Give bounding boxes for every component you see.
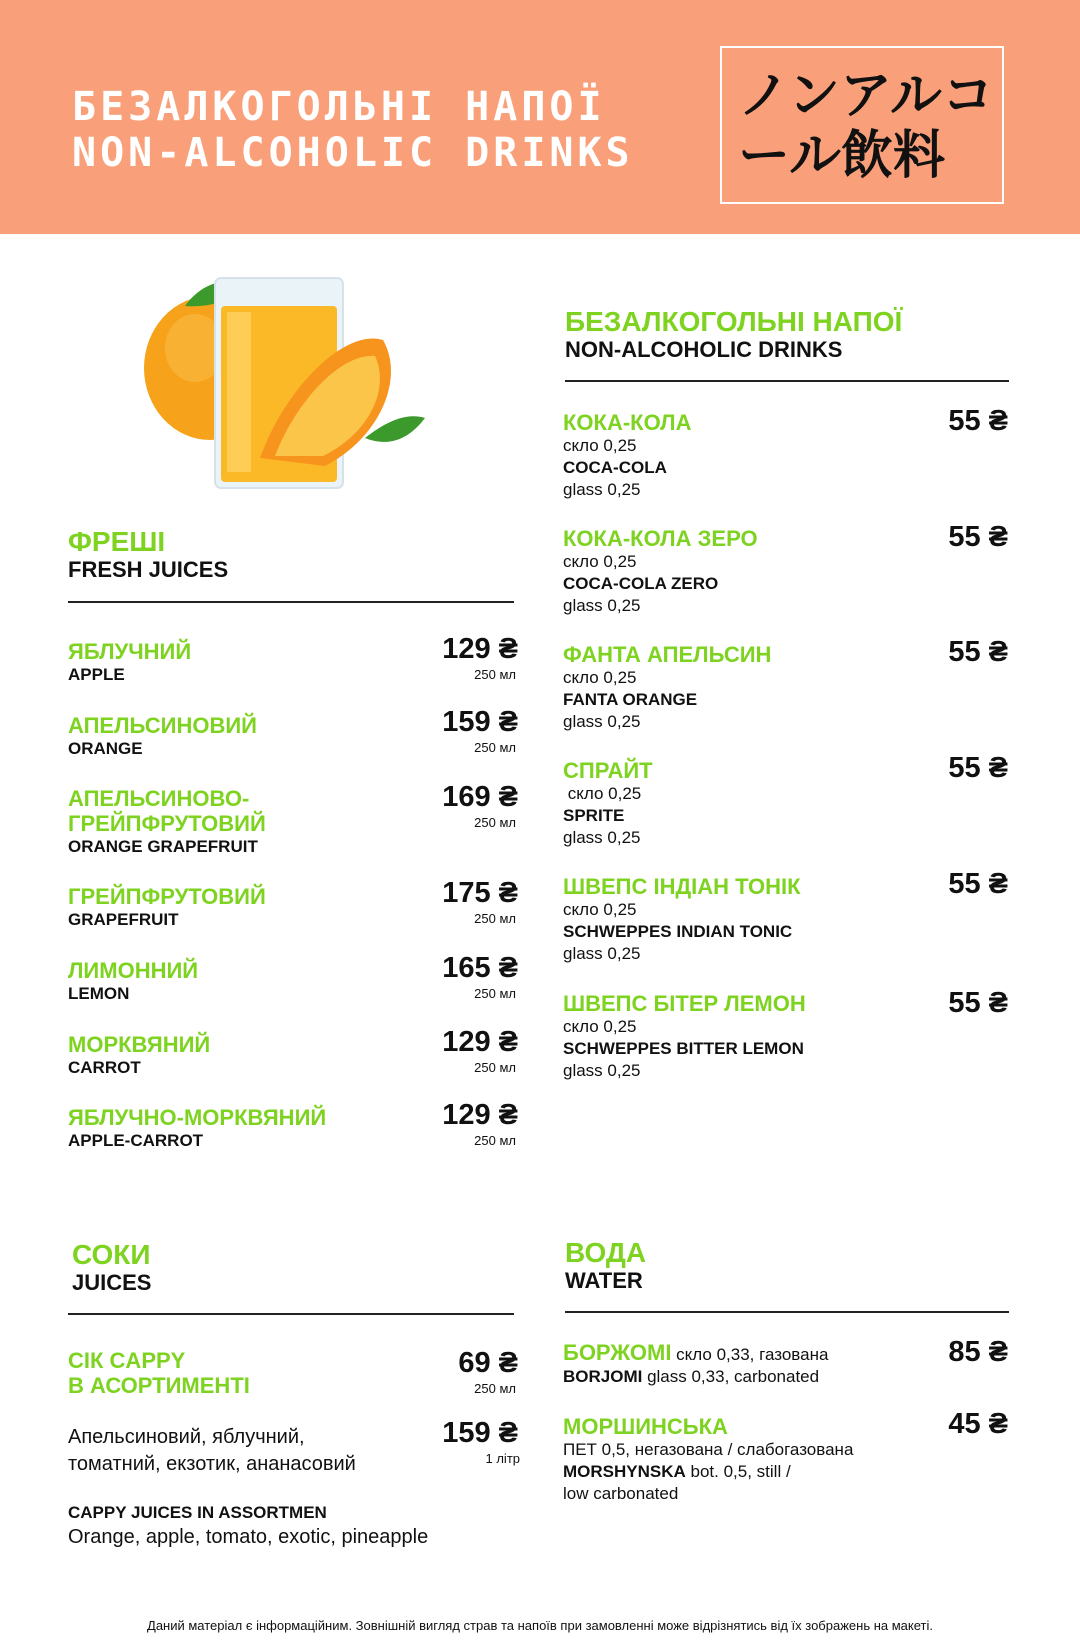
item-price: 55 ₴ — [948, 868, 1008, 900]
item-desc-ua: скло 0,25 — [563, 436, 637, 455]
item-desc-en: glass 0,25 — [563, 596, 641, 615]
item-volume: 250 мл — [474, 911, 516, 926]
header-title-jp: ノンアルコール飲料 — [738, 66, 994, 186]
item-volume: 250 мл — [474, 815, 516, 830]
juice-en-description — [68, 1502, 428, 1551]
item-desc-ua: скло 0,25 — [563, 900, 637, 919]
item-price: 55 ₴ — [948, 752, 1008, 784]
item-volume: 250 мл — [474, 1060, 516, 1075]
item-volume: 250 мл — [474, 1133, 516, 1148]
fresh-item — [68, 958, 198, 1005]
fresh-item — [68, 884, 266, 931]
item-desc-ua: скло 0,25 — [563, 668, 637, 687]
item-name-ua: КОКА-КОЛА — [563, 410, 692, 435]
header-title — [72, 84, 634, 176]
soft-item — [563, 991, 806, 1082]
item-desc-ua: скло 0,33, газована — [671, 1345, 829, 1364]
juice-flavors-line2: томатний, екзотик, ананасовий — [68, 1453, 356, 1475]
item-name-en: FANTA ORANGE — [563, 690, 698, 709]
header-title-ua: БЕЗАЛКОГОЛЬНІ НАПОЇ — [72, 84, 606, 130]
juice-item-cappy — [68, 1348, 250, 1398]
item-desc-en: glass 0,25 — [563, 712, 641, 731]
item-name-en: APPLE — [68, 665, 125, 684]
item-name-ua: ФАНТА АПЕЛЬСИН — [563, 642, 772, 667]
water-divider — [565, 1311, 1009, 1313]
item-desc-en: glass 0,25 — [563, 944, 641, 963]
item-desc-ua: ПЕТ 0,5, негазована / слабогазована — [563, 1440, 854, 1459]
item-name-ua: КОКА-КОЛА ЗЕРО — [563, 526, 758, 551]
item-name-ua-line2: В АСОРТИМЕНТІ — [68, 1373, 250, 1398]
item-price: 169 ₴ — [442, 781, 518, 813]
item-name-en: COCA-COLA ZERO — [563, 574, 719, 593]
juice-en-desc: Orange, apple, tomato, exotic, pineapple — [68, 1526, 429, 1548]
item-desc-en: glass 0,33, carbonated — [642, 1367, 820, 1386]
item-desc-en: glass 0,25 — [563, 1061, 641, 1080]
fresh-item — [68, 639, 191, 686]
item-name-ua: МОРШИНСЬКА — [563, 1414, 728, 1439]
item-name-ua: АПЕЛЬСИНОВИЙ — [68, 713, 257, 738]
item-desc-ua: скло 0,25 — [563, 784, 642, 803]
item-desc-ua: скло 0,25 — [563, 1017, 637, 1036]
item-name-en: MORSHYNSKA — [563, 1462, 686, 1481]
header-title-en: NON-ALCOHOLIC DRINKS — [72, 130, 634, 176]
disclaimer: Даний матеріал є інформаційним. Зовнішній вигляд страв та напоїв при замовленні може відрізнятись від їх зображень на макеті. — [147, 1618, 933, 1633]
item-name-ua-line2: ГРЕЙПФРУТОВИЙ — [68, 811, 266, 836]
water-title-ua: ВОДА — [565, 1237, 647, 1268]
juices-title-ua: СОКИ — [72, 1239, 151, 1270]
item-desc-ua: скло 0,25 — [563, 552, 637, 571]
item-name-en: ORANGE — [68, 739, 143, 758]
item-name-en: APPLE-CARROT — [68, 1131, 204, 1150]
item-name-en: ORANGE GRAPEFRUIT — [68, 837, 258, 856]
item-price: 85 ₴ — [948, 1336, 1008, 1368]
item-price: 165 ₴ — [442, 952, 518, 984]
item-name-en: LEMON — [68, 984, 130, 1003]
item-price: 175 ₴ — [442, 877, 518, 909]
item-name-ua: ЯБЛУЧНИЙ — [68, 639, 192, 664]
item-name-ua: ГРЕЙПФРУТОВИЙ — [68, 884, 266, 909]
item-name-en: COCA-COLA — [563, 458, 667, 477]
item-name-ua: ШВЕПС БІТЕР ЛЕМОН — [563, 991, 806, 1016]
fresh-item — [68, 713, 257, 760]
header-banner — [0, 0, 1080, 234]
item-price: 55 ₴ — [948, 987, 1008, 1019]
item-name-ua: ЛИМОННИЙ — [68, 958, 199, 983]
fresh-title-en: FRESH JUICES — [68, 557, 229, 582]
soft-item — [563, 874, 801, 965]
soft-title-ua: БЕЗАЛКОГОЛЬНІ НАПОЇ — [565, 306, 903, 337]
soft-drinks-header — [565, 307, 902, 363]
juices-title-en: JUICES — [72, 1270, 152, 1295]
water-title-en: WATER — [565, 1268, 643, 1293]
water-header — [565, 1238, 646, 1294]
item-volume: 1 літр — [485, 1451, 520, 1466]
item-price: 55 ₴ — [948, 636, 1008, 668]
item-desc-en: bot. 0,5, still / — [685, 1462, 791, 1481]
item-desc-en: glass 0,25 — [563, 480, 641, 499]
item-name-en: SPRITE — [563, 806, 625, 825]
orange-juice-illustration — [135, 268, 435, 498]
juices-divider — [68, 1313, 514, 1315]
item-price: 129 ₴ — [442, 1099, 518, 1131]
item-volume: 250 мл — [474, 667, 516, 682]
item-price: 159 ₴ — [442, 1417, 518, 1449]
item-name-en: CARROT — [68, 1058, 141, 1077]
item-desc-en: glass 0,25 — [563, 828, 641, 847]
item-name-ua: АПЕЛЬСИНОВО- — [68, 786, 250, 811]
item-volume: 250 мл — [474, 1381, 516, 1396]
japanese-title-box — [720, 46, 1004, 204]
soft-item — [563, 758, 653, 849]
item-price: 69 ₴ — [458, 1347, 518, 1379]
item-desc-en-line2: low carbonated — [563, 1484, 679, 1503]
item-name-en: SCHWEPPES INDIAN TONIC — [563, 922, 793, 941]
soft-title-en: NON-ALCOHOLIC DRINKS — [565, 337, 843, 362]
fresh-header — [68, 527, 228, 583]
fresh-item — [68, 1032, 210, 1079]
water-item-morshynska — [563, 1414, 853, 1505]
fresh-title-ua: ФРЕШІ — [68, 526, 166, 557]
item-name-ua: ЯБЛУЧНО-МОРКВЯНИЙ — [68, 1105, 327, 1130]
juices-header — [72, 1240, 151, 1296]
item-name-ua: БОРЖОМІ — [563, 1340, 672, 1365]
item-name-ua: ШВЕПС ІНДІАН ТОНІК — [563, 874, 801, 899]
soft-item — [563, 526, 758, 617]
item-price: 129 ₴ — [442, 1026, 518, 1058]
item-name-en: GRAPEFRUIT — [68, 910, 179, 929]
juice-flavors-line1: Апельсиновий, яблучний, — [68, 1426, 305, 1448]
fresh-divider — [68, 601, 514, 603]
item-volume: 250 мл — [474, 740, 516, 755]
item-volume: 250 мл — [474, 986, 516, 1001]
item-name-ua: МОРКВЯНИЙ — [68, 1032, 211, 1057]
fresh-item — [68, 1105, 326, 1152]
item-price: 129 ₴ — [442, 633, 518, 665]
soft-item — [563, 642, 771, 733]
juice-item-liter — [68, 1424, 356, 1478]
item-name-en: SCHWEPPES BITTER LEMON — [563, 1039, 804, 1058]
item-price: 45 ₴ — [948, 1408, 1008, 1440]
soft-divider — [565, 380, 1009, 382]
item-price: 55 ₴ — [948, 521, 1008, 553]
item-name-ua: СПРАЙТ — [563, 758, 653, 783]
item-name-ua: СІК CAPPY — [68, 1348, 186, 1373]
water-item-borjomi — [563, 1340, 828, 1388]
item-price: 55 ₴ — [948, 405, 1008, 437]
soft-item — [563, 410, 692, 501]
juice-en-title: CAPPY JUICES IN ASSORTMEN — [68, 1503, 327, 1522]
fresh-item — [68, 786, 266, 858]
item-price: 159 ₴ — [442, 706, 518, 738]
item-name-en: BORJOMI — [563, 1367, 643, 1386]
